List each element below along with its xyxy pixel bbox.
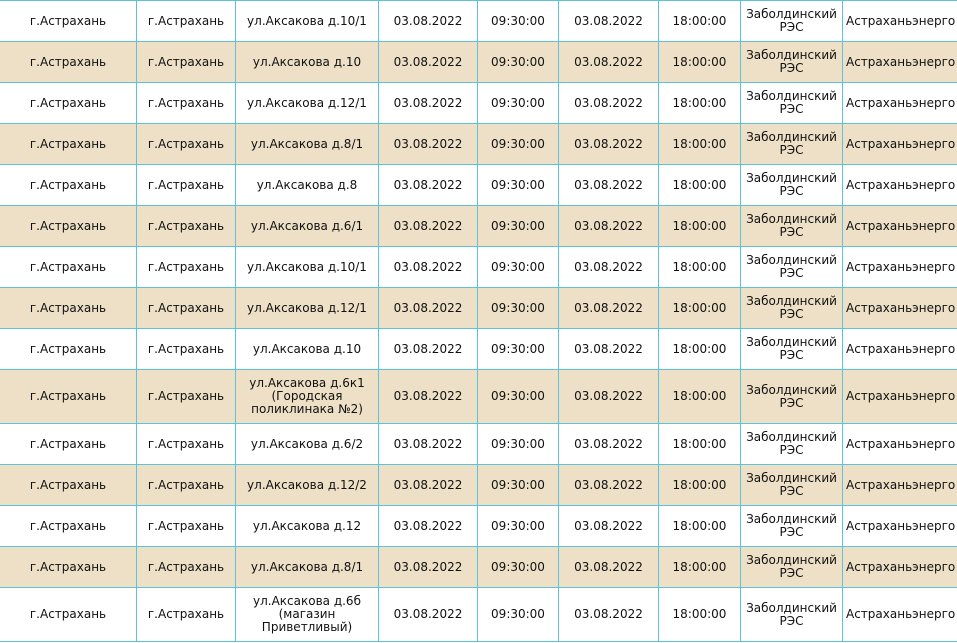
- end-time-cell: 18:00:00: [659, 465, 741, 506]
- address-cell: ул.Аксакова д.6/1: [236, 206, 379, 247]
- address-cell: ул.Аксакова д.8: [236, 165, 379, 206]
- res-cell: Заболдинский РЭС: [741, 424, 843, 465]
- end-time-cell: 18:00:00: [659, 165, 741, 206]
- res-cell: Заболдинский РЭС: [741, 206, 843, 247]
- address-cell: ул.Аксакова д.6б (магазин Приветливый): [236, 588, 379, 642]
- locality-cell: г.Астрахань: [137, 588, 236, 642]
- end-time-cell: 18:00:00: [659, 424, 741, 465]
- table-row: [0, 547, 957, 588]
- res-cell: Заболдинский РЭС: [741, 165, 843, 206]
- start-date-cell: 03.08.2022: [379, 506, 478, 547]
- end-date-cell: 03.08.2022: [559, 329, 659, 370]
- end-time-cell: 18:00:00: [659, 547, 741, 588]
- start-date-cell: 03.08.2022: [379, 165, 478, 206]
- start-time-cell: 09:30:00: [478, 465, 559, 506]
- org-cell: Астраханьэнерго: [843, 42, 957, 83]
- city-cell: г.Астрахань: [0, 424, 137, 465]
- res-cell: Заболдинский РЭС: [741, 42, 843, 83]
- end-time-cell: 18:00:00: [659, 83, 741, 124]
- city-cell: г.Астрахань: [0, 42, 137, 83]
- start-date-cell: 03.08.2022: [379, 1, 478, 42]
- city-cell: г.Астрахань: [0, 370, 137, 424]
- table-row: [0, 42, 957, 83]
- locality-cell: г.Астрахань: [137, 1, 236, 42]
- end-date-cell: 03.08.2022: [559, 42, 659, 83]
- table-row: [0, 370, 957, 424]
- table-row: [0, 424, 957, 465]
- org-cell: Астраханьэнерго: [843, 465, 957, 506]
- address-cell: ул.Аксакова д.12: [236, 506, 379, 547]
- org-cell: Астраханьэнерго: [843, 424, 957, 465]
- start-time-cell: 09:30:00: [478, 247, 559, 288]
- city-cell: г.Астрахань: [0, 165, 137, 206]
- table-row: [0, 288, 957, 329]
- org-cell: Астраханьэнерго: [843, 370, 957, 424]
- table-row: [0, 506, 957, 547]
- end-time-cell: 18:00:00: [659, 1, 741, 42]
- end-time-cell: 18:00:00: [659, 288, 741, 329]
- end-date-cell: 03.08.2022: [559, 124, 659, 165]
- city-cell: г.Астрахань: [0, 124, 137, 165]
- locality-cell: г.Астрахань: [137, 506, 236, 547]
- address-cell: ул.Аксакова д.10/1: [236, 247, 379, 288]
- start-time-cell: 09:30:00: [478, 42, 559, 83]
- end-time-cell: 18:00:00: [659, 124, 741, 165]
- start-time-cell: 09:30:00: [478, 329, 559, 370]
- end-date-cell: 03.08.2022: [559, 83, 659, 124]
- start-time-cell: 09:30:00: [478, 424, 559, 465]
- start-date-cell: 03.08.2022: [379, 42, 478, 83]
- city-cell: г.Астрахань: [0, 1, 137, 42]
- address-cell: ул.Аксакова д.10: [236, 329, 379, 370]
- table-row: [0, 465, 957, 506]
- locality-cell: г.Астрахань: [137, 165, 236, 206]
- end-date-cell: 03.08.2022: [559, 465, 659, 506]
- start-time-cell: 09:30:00: [478, 1, 559, 42]
- locality-cell: г.Астрахань: [137, 42, 236, 83]
- org-cell: Астраханьэнерго: [843, 165, 957, 206]
- address-cell: ул.Аксакова д.10: [236, 42, 379, 83]
- start-date-cell: 03.08.2022: [379, 247, 478, 288]
- city-cell: г.Астрахань: [0, 465, 137, 506]
- res-cell: Заболдинский РЭС: [741, 1, 843, 42]
- address-cell: ул.Аксакова д.6к1 (Городская поликлинака №2): [236, 370, 379, 424]
- locality-cell: г.Астрахань: [137, 370, 236, 424]
- org-cell: Астраханьэнерго: [843, 206, 957, 247]
- end-date-cell: 03.08.2022: [559, 506, 659, 547]
- start-date-cell: 03.08.2022: [379, 588, 478, 642]
- start-time-cell: 09:30:00: [478, 506, 559, 547]
- start-date-cell: 03.08.2022: [379, 124, 478, 165]
- org-cell: Астраханьэнерго: [843, 547, 957, 588]
- end-date-cell: 03.08.2022: [559, 547, 659, 588]
- res-cell: Заболдинский РЭС: [741, 124, 843, 165]
- start-date-cell: 03.08.2022: [379, 206, 478, 247]
- table-row: [0, 247, 957, 288]
- locality-cell: г.Астрахань: [137, 465, 236, 506]
- res-cell: Заболдинский РЭС: [741, 465, 843, 506]
- start-date-cell: 03.08.2022: [379, 424, 478, 465]
- start-date-cell: 03.08.2022: [379, 83, 478, 124]
- res-cell: Заболдинский РЭС: [741, 588, 843, 642]
- res-cell: Заболдинский РЭС: [741, 370, 843, 424]
- table-row: [0, 588, 957, 642]
- org-cell: Астраханьэнерго: [843, 83, 957, 124]
- res-cell: Заболдинский РЭС: [741, 506, 843, 547]
- res-cell: Заболдинский РЭС: [741, 83, 843, 124]
- res-cell: Заболдинский РЭС: [741, 247, 843, 288]
- address-cell: ул.Аксакова д.10/1: [236, 1, 379, 42]
- org-cell: Астраханьэнерго: [843, 288, 957, 329]
- table-row: [0, 165, 957, 206]
- start-time-cell: 09:30:00: [478, 370, 559, 424]
- start-date-cell: 03.08.2022: [379, 547, 478, 588]
- start-time-cell: 09:30:00: [478, 206, 559, 247]
- locality-cell: г.Астрахань: [137, 329, 236, 370]
- start-date-cell: 03.08.2022: [379, 465, 478, 506]
- end-time-cell: 18:00:00: [659, 206, 741, 247]
- end-date-cell: 03.08.2022: [559, 424, 659, 465]
- city-cell: г.Астрахань: [0, 329, 137, 370]
- org-cell: Астраханьэнерго: [843, 329, 957, 370]
- address-cell: ул.Аксакова д.6/2: [236, 424, 379, 465]
- end-time-cell: 18:00:00: [659, 506, 741, 547]
- end-time-cell: 18:00:00: [659, 329, 741, 370]
- locality-cell: г.Астрахань: [137, 206, 236, 247]
- city-cell: г.Астрахань: [0, 588, 137, 642]
- start-time-cell: 09:30:00: [478, 165, 559, 206]
- end-date-cell: 03.08.2022: [559, 370, 659, 424]
- end-date-cell: 03.08.2022: [559, 165, 659, 206]
- locality-cell: г.Астрахань: [137, 124, 236, 165]
- end-date-cell: 03.08.2022: [559, 288, 659, 329]
- org-cell: Астраханьэнерго: [843, 247, 957, 288]
- org-cell: Астраханьэнерго: [843, 506, 957, 547]
- res-cell: Заболдинский РЭС: [741, 288, 843, 329]
- start-time-cell: 09:30:00: [478, 83, 559, 124]
- city-cell: г.Астрахань: [0, 247, 137, 288]
- locality-cell: г.Астрахань: [137, 547, 236, 588]
- city-cell: г.Астрахань: [0, 288, 137, 329]
- end-time-cell: 18:00:00: [659, 42, 741, 83]
- end-time-cell: 18:00:00: [659, 247, 741, 288]
- table-row: [0, 329, 957, 370]
- end-date-cell: 03.08.2022: [559, 247, 659, 288]
- start-date-cell: 03.08.2022: [379, 329, 478, 370]
- city-cell: г.Астрахань: [0, 506, 137, 547]
- address-cell: ул.Аксакова д.12/1: [236, 288, 379, 329]
- table-row: [0, 1, 957, 42]
- table-row: [0, 83, 957, 124]
- city-cell: г.Астрахань: [0, 547, 137, 588]
- city-cell: г.Астрахань: [0, 206, 137, 247]
- org-cell: Астраханьэнерго: [843, 588, 957, 642]
- start-time-cell: 09:30:00: [478, 124, 559, 165]
- address-cell: ул.Аксакова д.8/1: [236, 124, 379, 165]
- start-date-cell: 03.08.2022: [379, 370, 478, 424]
- address-cell: ул.Аксакова д.12/2: [236, 465, 379, 506]
- locality-cell: г.Астрахань: [137, 424, 236, 465]
- end-date-cell: 03.08.2022: [559, 206, 659, 247]
- end-date-cell: 03.08.2022: [559, 1, 659, 42]
- org-cell: Астраханьэнерго: [843, 1, 957, 42]
- start-time-cell: 09:30:00: [478, 547, 559, 588]
- end-time-cell: 18:00:00: [659, 370, 741, 424]
- start-date-cell: 03.08.2022: [379, 288, 478, 329]
- locality-cell: г.Астрахань: [137, 83, 236, 124]
- end-date-cell: 03.08.2022: [559, 588, 659, 642]
- city-cell: г.Астрахань: [0, 83, 137, 124]
- start-time-cell: 09:30:00: [478, 588, 559, 642]
- table-row: [0, 124, 957, 165]
- res-cell: Заболдинский РЭС: [741, 329, 843, 370]
- address-cell: ул.Аксакова д.8/1: [236, 547, 379, 588]
- address-cell: ул.Аксакова д.12/1: [236, 83, 379, 124]
- org-cell: Астраханьэнерго: [843, 124, 957, 165]
- locality-cell: г.Астрахань: [137, 288, 236, 329]
- res-cell: Заболдинский РЭС: [741, 547, 843, 588]
- start-time-cell: 09:30:00: [478, 288, 559, 329]
- locality-cell: г.Астрахань: [137, 247, 236, 288]
- end-time-cell: 18:00:00: [659, 588, 741, 642]
- table-row: [0, 206, 957, 247]
